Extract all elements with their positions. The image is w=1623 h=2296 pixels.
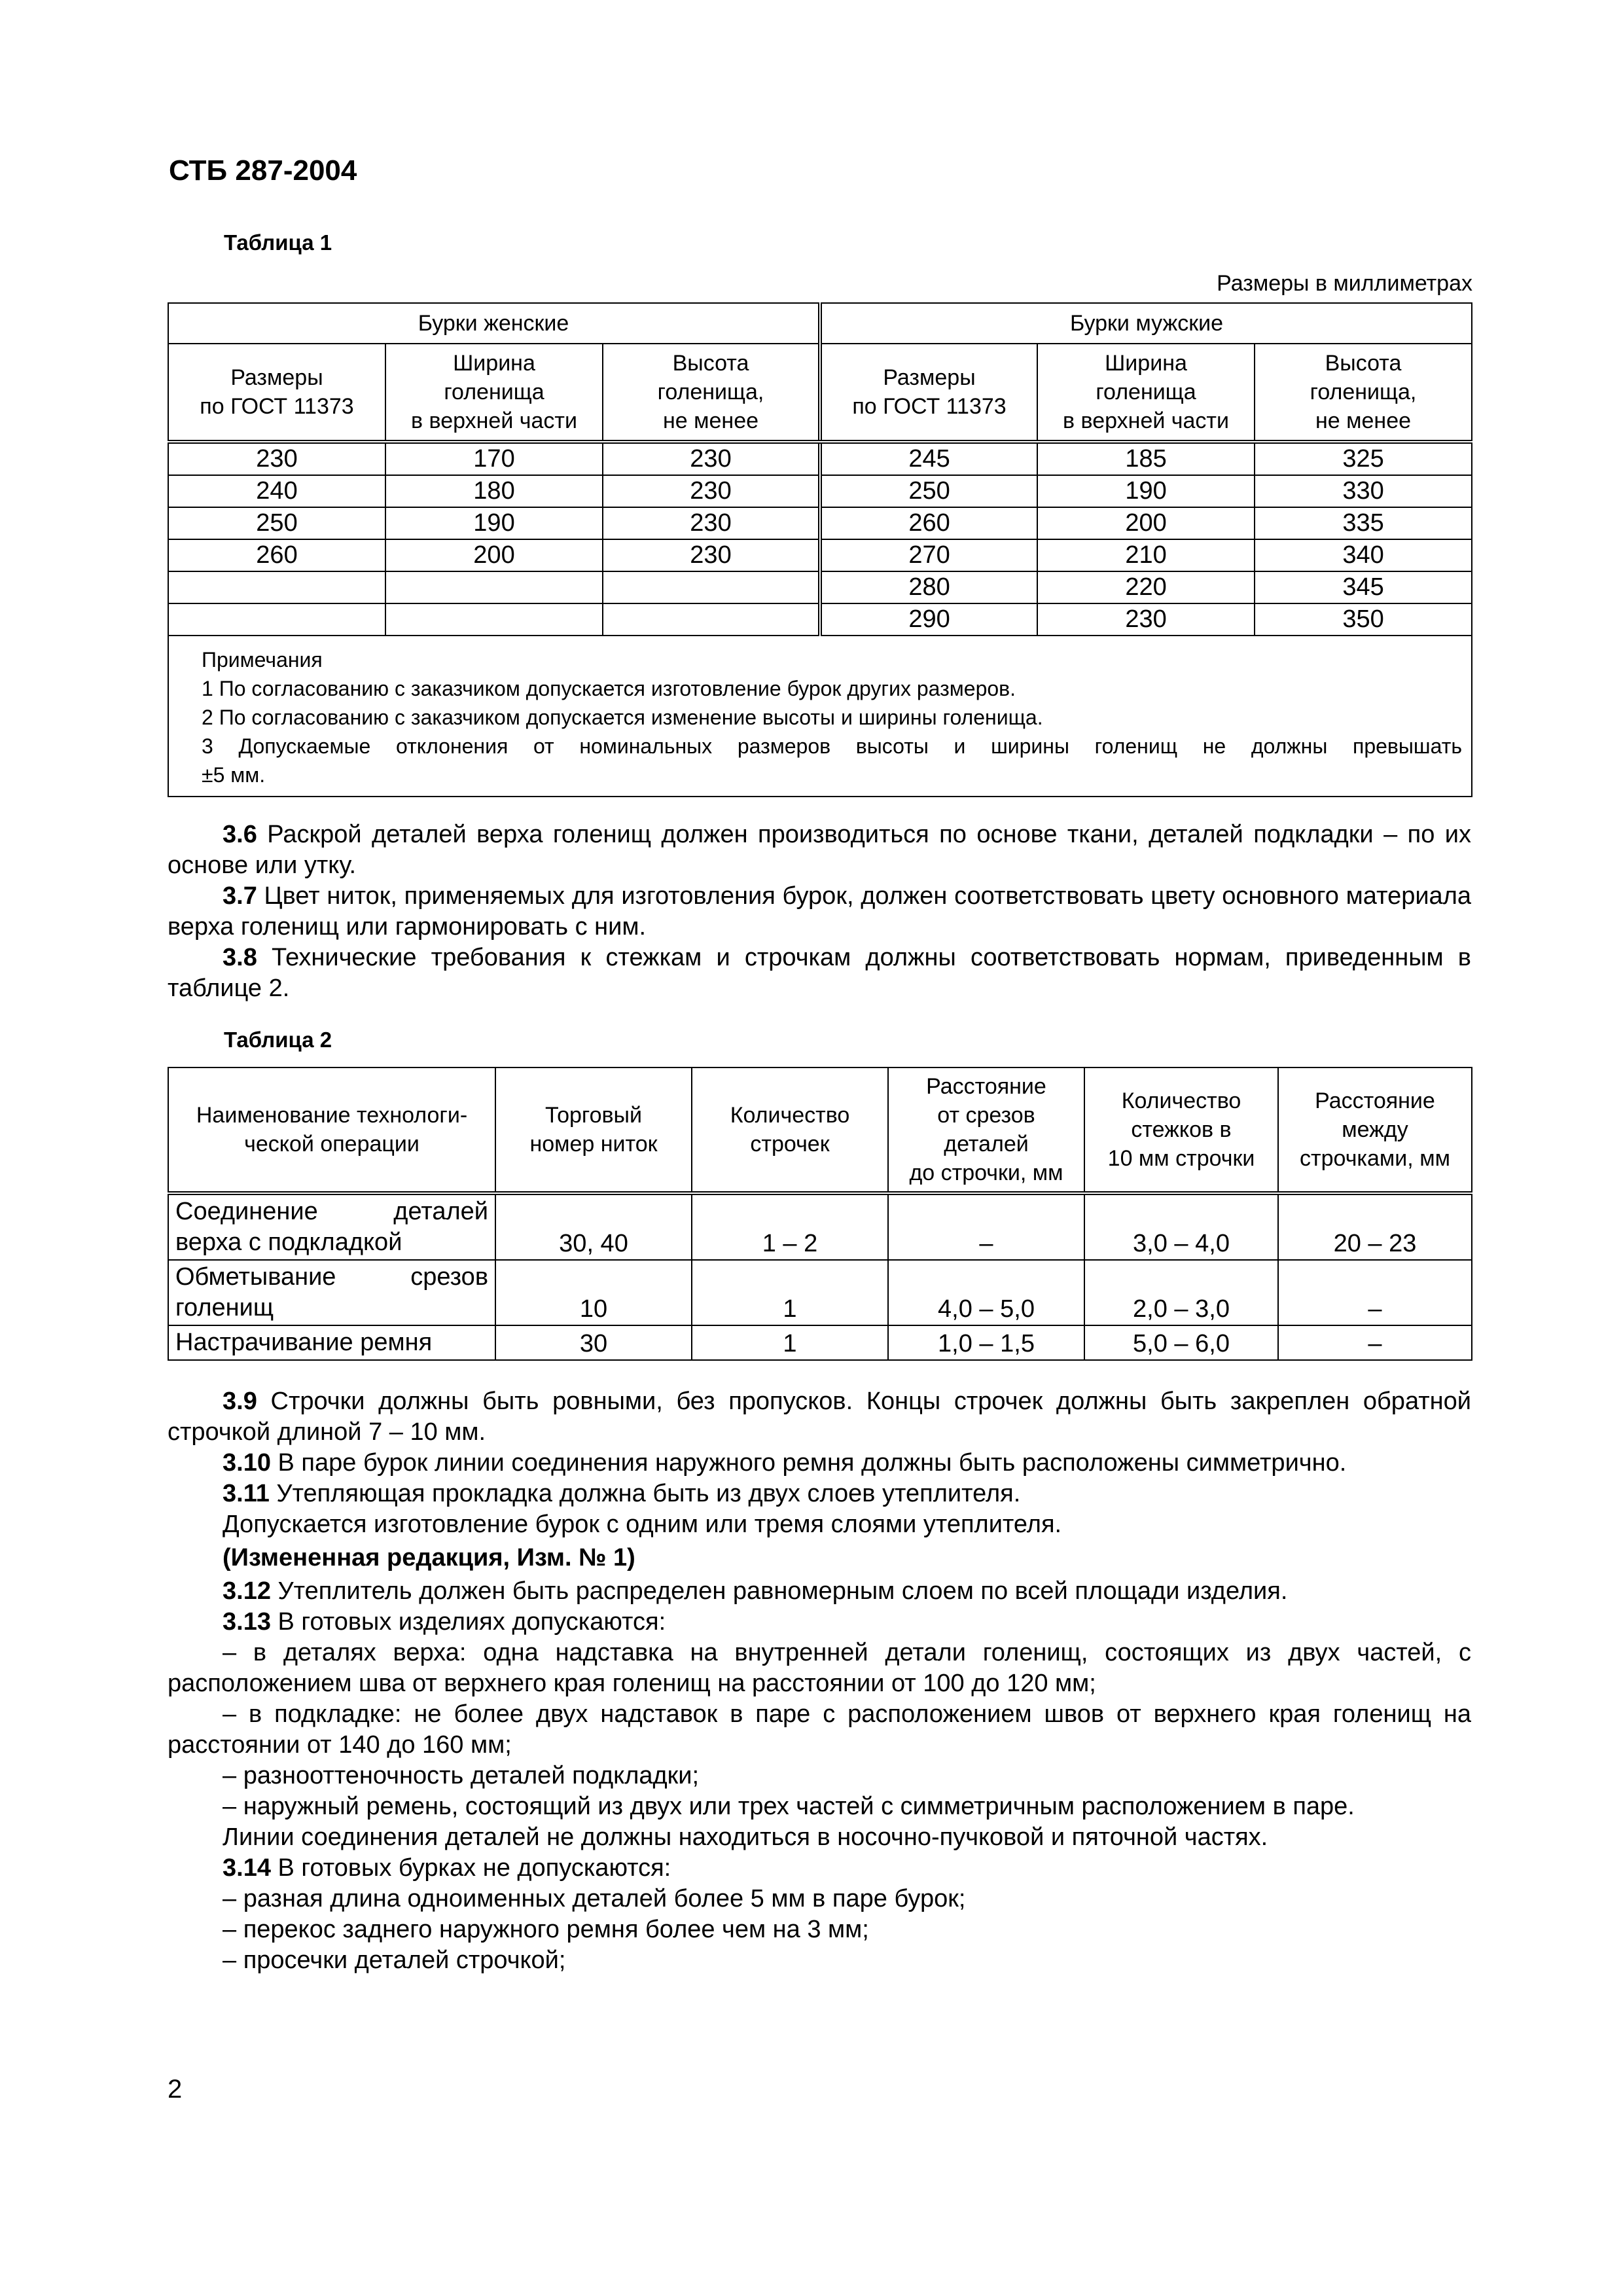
table-cell xyxy=(168,571,385,603)
list-item: – наружный ремень, состоящий из двух или трех частей с симметричным расположением в паре. xyxy=(223,1793,1355,1820)
table-cell: 290 xyxy=(820,603,1037,636)
col-size-women: Размеры по ГОСТ 11373 xyxy=(168,344,385,442)
table-cell: 200 xyxy=(385,539,603,571)
table-cell: 190 xyxy=(385,507,603,539)
table-row xyxy=(168,1193,1472,1260)
table2-stitch-requirements xyxy=(168,1067,1472,1361)
table-row xyxy=(168,571,1472,603)
table-cell: 190 xyxy=(1037,475,1255,507)
table-cell: 345 xyxy=(1255,571,1472,603)
table-cell: 185 xyxy=(1037,442,1255,475)
table-cell xyxy=(385,571,603,603)
note-2: 2 По согласованию с заказчиком допускается изменение высоты и ширины голенища. xyxy=(202,706,1043,729)
table-cell: 230 xyxy=(168,442,385,475)
group-men-header: Бурки мужские xyxy=(820,303,1472,344)
table-cell xyxy=(385,603,603,636)
table-row xyxy=(168,1325,1472,1360)
list-item: – в деталях верха: одна надставка на внутренней детали голенищ, состоящих из двух частей, с расположением шва от верхнего края голенищ на расстоянии от 100 до 120 мм; xyxy=(168,1639,1471,1697)
table-cell: – xyxy=(888,1193,1084,1260)
table-cell: 230 xyxy=(603,442,820,475)
list-item: – в подкладке: не более двух надставок в паре с расположением швов от верхнего края голенищ на расстоянии от 140 до 160 мм; xyxy=(168,1700,1471,1759)
paragraph-3-11-continuation: Допускается изготовление бурок с одним или тремя слоями утеплителя. xyxy=(223,1511,1062,1538)
table-row xyxy=(168,442,1472,475)
table-cell: 3,0 – 4,0 xyxy=(1084,1193,1278,1260)
table-cell: – xyxy=(1278,1260,1472,1325)
table-row xyxy=(168,1260,1472,1325)
table-cell xyxy=(603,571,820,603)
operation-cell: Обметывание срезов голенищ xyxy=(168,1260,495,1325)
note-3-continuation: ±5 мм. xyxy=(202,763,266,787)
table-cell: 260 xyxy=(168,539,385,571)
table-cell: 230 xyxy=(603,539,820,571)
paragraph-3-6: 3.6 Раскрой деталей верха голенищ должен производиться по основе ткани, деталей подкладки – по их основе или утку. xyxy=(168,821,1471,879)
table-cell: 30, 40 xyxy=(495,1193,692,1260)
table-cell: 330 xyxy=(1255,475,1472,507)
table-cell: 335 xyxy=(1255,507,1472,539)
list-item: – просечки деталей строчкой; xyxy=(223,1946,566,1974)
table-cell: 245 xyxy=(820,442,1037,475)
table-cell: 170 xyxy=(385,442,603,475)
table-cell: 1 – 2 xyxy=(692,1193,888,1260)
table-row xyxy=(168,603,1472,636)
paragraph-3-13-note: Линии соединения деталей не должны находиться в носочно-пучковой и пяточной частях. xyxy=(223,1823,1268,1851)
table-cell: 20 – 23 xyxy=(1278,1193,1472,1260)
table-cell: 260 xyxy=(820,507,1037,539)
table2-caption: Таблица 2 xyxy=(224,1028,332,1052)
table-row xyxy=(168,475,1472,507)
document-header: СТБ 287-2004 xyxy=(169,154,357,187)
table-cell: 2,0 – 3,0 xyxy=(1084,1260,1278,1325)
col-operation-name: Наименование технологи- ческой операции xyxy=(168,1067,495,1193)
paragraph-3-13: 3.13 В готовых изделиях допускаются: xyxy=(223,1608,666,1636)
note-3: 3 Допускаемые отклонения от номинальных размеров высоты и ширины голенищ не должны превышать xyxy=(202,734,1463,758)
amendment-note: (Измененная редакция, Изм. № 1) xyxy=(223,1544,635,1571)
table-cell: 10 xyxy=(495,1260,692,1325)
table-cell: 240 xyxy=(168,475,385,507)
table-row xyxy=(168,539,1472,571)
section-3-6-to-3-8 xyxy=(168,819,1471,1004)
col-size-men: Размеры по ГОСТ 11373 xyxy=(820,344,1037,442)
list-item: – разная длина одноименных деталей более 5 мм в паре бурок; xyxy=(223,1885,966,1912)
paragraph-3-14: 3.14 В готовых бурках не допускаются: xyxy=(223,1854,671,1882)
table-cell xyxy=(168,603,385,636)
table1-boot-sizes xyxy=(168,302,1472,797)
table-cell: 180 xyxy=(385,475,603,507)
col-stitch-lines-count: Количество строчек xyxy=(692,1067,888,1193)
table1-units-note: Размеры в миллиметрах xyxy=(1217,271,1472,296)
table-cell: – xyxy=(1278,1325,1472,1360)
table1-caption: Таблица 1 xyxy=(224,230,332,255)
table-cell: 1 xyxy=(692,1325,888,1360)
table-cell: 350 xyxy=(1255,603,1472,636)
table-cell: 30 xyxy=(495,1325,692,1360)
col-thread-number: Торговый номер ниток xyxy=(495,1067,692,1193)
note-1: 1 По согласованию с заказчиком допускается изготовление бурок других размеров. xyxy=(202,677,1016,700)
list-item: – перекос заднего наружного ремня более чем на 3 мм; xyxy=(223,1916,869,1943)
operation-cell: Соединение деталей верха с подкладкой xyxy=(168,1193,495,1260)
paragraph-3-12: 3.12 Утеплитель должен быть распределен равномерным слоем по всей площади изделия. xyxy=(223,1577,1288,1605)
group-women-header: Бурки женские xyxy=(168,303,820,344)
table-cell: 270 xyxy=(820,539,1037,571)
col-stitches-per-10mm: Количество стежков в 10 мм строчки xyxy=(1084,1067,1278,1193)
paragraph-3-8: 3.8 Технические требования к стежкам и строчкам должны соответствовать нормам, приведенным в таблице 2. xyxy=(168,944,1471,1002)
col-edge-distance: Расстояние от срезов деталей до строчки, мм xyxy=(888,1067,1084,1193)
operation-cell: Настрачивание ремня xyxy=(168,1325,495,1360)
col-width-men: Ширина голенища в верхней части xyxy=(1037,344,1255,442)
table-cell: 250 xyxy=(820,475,1037,507)
table-cell: 1,0 – 1,5 xyxy=(888,1325,1084,1360)
table-cell: 220 xyxy=(1037,571,1255,603)
list-item: – разнооттеночность деталей подкладки; xyxy=(223,1762,700,1789)
table-cell: 250 xyxy=(168,507,385,539)
table-cell: 340 xyxy=(1255,539,1472,571)
table-cell: 4,0 – 5,0 xyxy=(888,1260,1084,1325)
paragraph-3-10: 3.10 В паре бурок линии соединения наружного ремня должны быть расположены симметрично. xyxy=(223,1449,1347,1477)
table-cell: 230 xyxy=(603,475,820,507)
table-cell: 200 xyxy=(1037,507,1255,539)
col-width-women: Ширина голенища в верхней части xyxy=(385,344,603,442)
notes-title: Примечания xyxy=(202,648,323,672)
table-cell: 280 xyxy=(820,571,1037,603)
table-cell xyxy=(603,603,820,636)
table-cell: 325 xyxy=(1255,442,1472,475)
page-number: 2 xyxy=(168,2075,183,2104)
table-cell: 5,0 – 6,0 xyxy=(1084,1325,1278,1360)
col-height-women: Высота голенища, не менее xyxy=(603,344,820,442)
table-cell: 210 xyxy=(1037,539,1255,571)
paragraph-3-9: 3.9 Строчки должны быть ровными, без пропусков. Концы строчек должны быть закреплен обратной строчкой длиной 7 – 10 мм. xyxy=(168,1388,1471,1446)
col-height-men: Высота голенища, не менее xyxy=(1255,344,1472,442)
table1-notes xyxy=(168,636,1472,797)
col-line-spacing: Расстояние между строчками, мм xyxy=(1278,1067,1472,1193)
table-cell: 230 xyxy=(603,507,820,539)
paragraph-3-11: 3.11 Утепляющая прокладка должна быть из двух слоев утеплителя. xyxy=(223,1480,1021,1507)
table-cell: 1 xyxy=(692,1260,888,1325)
section-3-9-to-3-14 xyxy=(168,1386,1471,1976)
table-cell: 230 xyxy=(1037,603,1255,636)
table-row xyxy=(168,507,1472,539)
paragraph-3-7: 3.7 Цвет ниток, применяемых для изготовления бурок, должен соответствовать цвету основного материала верха голенищ или гармонировать с ним. xyxy=(168,882,1471,941)
